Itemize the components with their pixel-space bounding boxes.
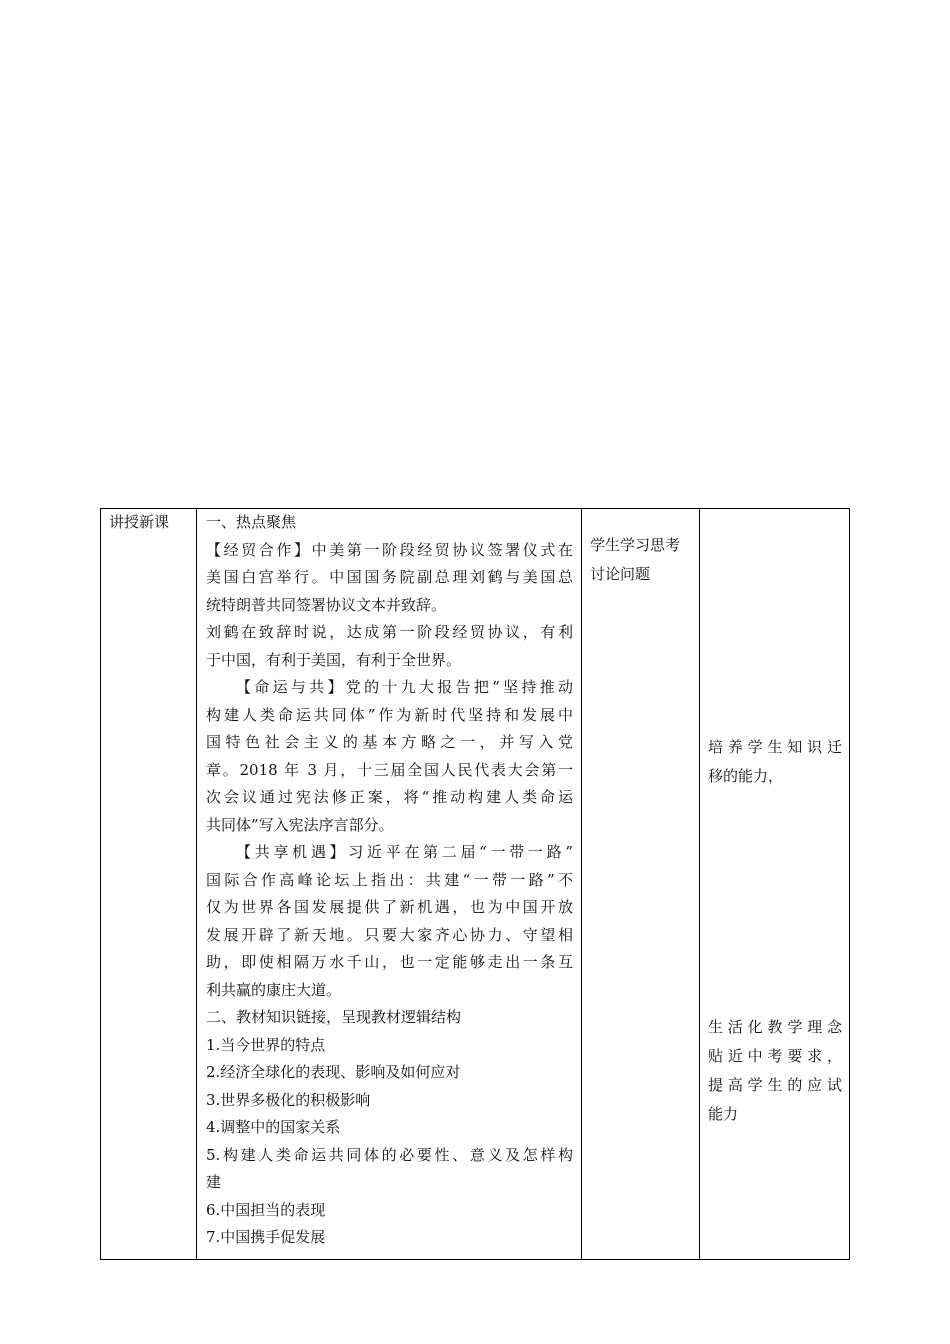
design-intent-cell xyxy=(699,509,851,1259)
content-line: 发展开辟了新天地。只要大家齐心协力、守望相 xyxy=(206,925,573,944)
content-line: 章。2018 年 3 月，十三届全国人民代表大会第一 xyxy=(206,760,573,779)
content-line: 美国白宫举行。中国国务院副总理刘鹤与美国总 xyxy=(206,568,573,586)
content-line: 次会议通过宪法修正案，将“推动构建人类命运 xyxy=(206,788,573,806)
design-intent-block xyxy=(708,733,842,791)
student-activity-line: 学生学习思考 xyxy=(590,536,681,554)
content-line: 一、热点聚焦 xyxy=(206,513,297,531)
design-intent-line: 移的能力， xyxy=(708,767,784,785)
content-line: 7.中国携手促发展 xyxy=(206,1228,326,1246)
content-line: 建 xyxy=(206,1173,222,1191)
content-line: 3.世界多极化的积极影响 xyxy=(206,1090,371,1109)
lesson-plan-table xyxy=(100,508,850,1260)
content-line: 助，即使相隔万水千山，也一定能够走出一条互 xyxy=(206,953,573,971)
stage-label: 讲授新课 xyxy=(109,513,170,531)
design-intent-block xyxy=(708,1013,842,1129)
design-intent-line: 生活化教学理念 xyxy=(708,1018,842,1036)
content-line: 统特朗普共同签署协议文本并致辞。 xyxy=(206,595,447,614)
content-line: 5.构建人类命运共同体的必要性、意义及怎样构 xyxy=(206,1145,573,1164)
content-line: 国特色社会主义的基本方略之一，并写入党 xyxy=(206,733,573,751)
content-line: 仅为世界各国发展提供了新机遇，也为中国开放 xyxy=(206,898,573,916)
content-line: 国际合作高峰论坛上指出：共建“一带一路”不 xyxy=(206,870,573,889)
design-intent-line: 能力 xyxy=(708,1105,739,1123)
design-intent-line: 培养学生知识迁 xyxy=(708,738,842,756)
content-line: 4.调整中的国家关系 xyxy=(206,1118,341,1136)
content-line: 构建人类命运共同体”作为新时代坚持和发展中 xyxy=(206,705,573,724)
content-line: 利共赢的康庄大道。 xyxy=(206,980,342,999)
content-line: 6.中国担当的表现 xyxy=(206,1200,326,1219)
content-line: 【共享机遇】习近平在第二届“一带一路” xyxy=(236,843,573,861)
content-line: 二、教材知识链接，呈现教材逻辑结构 xyxy=(206,1008,462,1026)
content-line: 【经贸合作】中美第一阶段经贸协议签署仪式在 xyxy=(206,540,573,559)
content-line: 刘鹤在致辞时说，达成第一阶段经贸协议，有利 xyxy=(206,623,573,641)
content-line: 于中国，有利于美国，有利于全世界。 xyxy=(206,650,462,669)
design-intent-line: 提高学生的应试 xyxy=(708,1076,842,1094)
student-activity-line: 讨论问题 xyxy=(590,565,651,583)
content-line: 共同体”写入宪法序言部分。 xyxy=(206,815,394,834)
stage-cell xyxy=(101,509,196,1259)
student-activity-cell xyxy=(581,509,699,1259)
content-line: 2.经济全球化的表现、影响及如何应对 xyxy=(206,1063,461,1081)
content-line: 1.当今世界的特点 xyxy=(206,1035,326,1054)
content-line: 【命运与共】党的十九大报告把“坚持推动 xyxy=(236,678,573,696)
design-intent-line: 贴近中考要求， xyxy=(708,1047,842,1065)
content-cell xyxy=(196,509,581,1259)
